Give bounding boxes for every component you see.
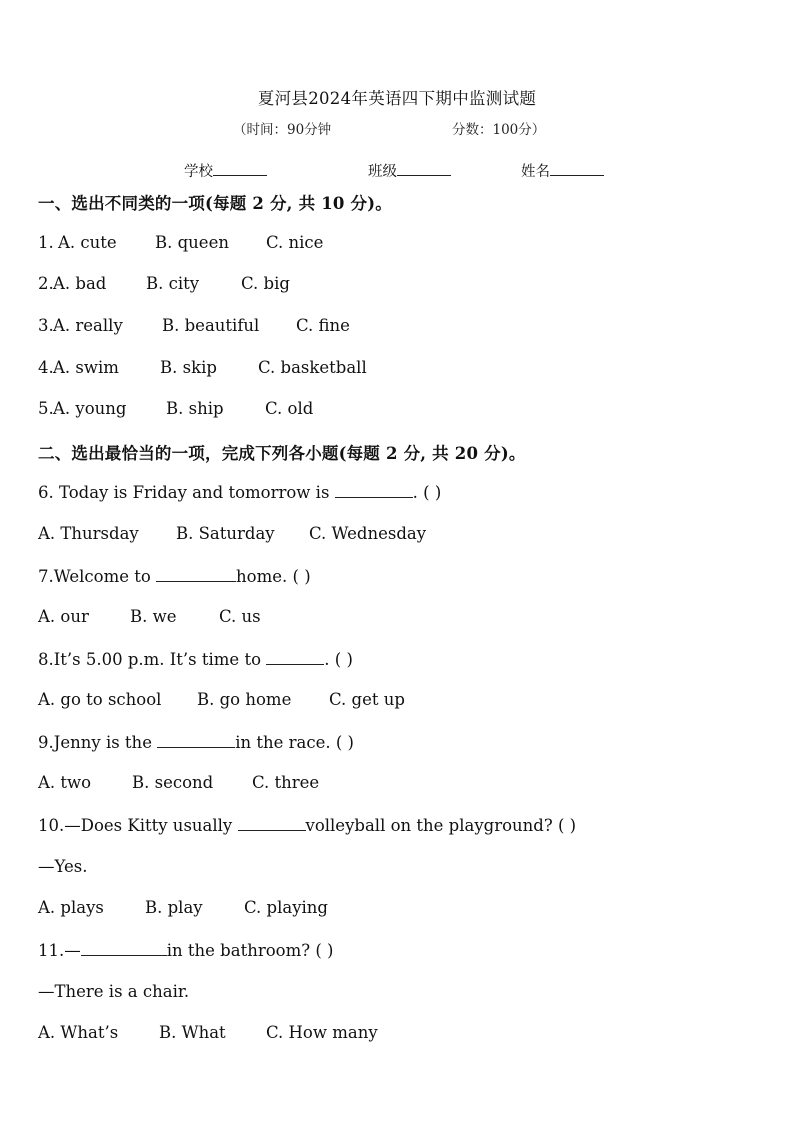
question-6-stem-start: 6. Today is Friday and tomorrow is [38, 483, 335, 502]
school-label: 学校 [184, 164, 213, 180]
question-10-blank[interactable] [238, 815, 306, 831]
question-10-option-c: C. playing [244, 898, 328, 917]
question-1-option-a: A. cute [58, 233, 117, 252]
question-9-stem [38, 732, 354, 752]
question-10-stem-end: volleyball on the playground? ( ) [305, 816, 577, 835]
question-6-option-b: B. Saturday [176, 524, 275, 543]
question-8-stem-start: 8.It’s 5.00 p.m. It’s time to [38, 650, 267, 669]
question-9-stem-start: 9.Jenny is the [38, 733, 158, 752]
question-5-option-c: C. old [265, 399, 314, 418]
name-blank[interactable] [550, 161, 604, 176]
question-5-number: 5. [38, 399, 54, 418]
question-11-stem-start: 11.— [38, 941, 81, 960]
question-2-option-c: C. big [241, 274, 290, 293]
question-7-option-a: A. our [38, 607, 89, 626]
question-11-option-c: C. How many [266, 1023, 378, 1042]
question-8-stem-end: . ( ) [324, 650, 353, 669]
question-9-option-a: A. two [38, 773, 92, 792]
question-7-blank[interactable] [156, 566, 236, 582]
question-5-option-a: A. young [53, 399, 127, 418]
class-label: 班级 [368, 164, 397, 180]
question-4-number: 4. [38, 358, 54, 377]
question-4-option-b: B. skip [160, 358, 217, 377]
question-10-stem [38, 815, 576, 835]
question-8-option-c: C. get up [329, 690, 405, 709]
exam-score: 分数：100分） [452, 122, 546, 138]
question-9-option-b: B. second [132, 773, 214, 792]
question-3-number: 3. [38, 316, 54, 335]
question-4-option-a: A. swim [53, 358, 119, 377]
question-10-option-a: A. plays [38, 898, 104, 917]
question-7-stem-end: home. ( ) [236, 567, 311, 586]
question-11-option-b: B. What [159, 1023, 226, 1042]
question-2-number: 2. [38, 274, 54, 293]
question-11-blank[interactable] [81, 940, 167, 956]
question-1-option-c: C. nice [266, 233, 324, 252]
question-3-option-a: A. really [53, 316, 123, 335]
question-3-option-c: C. fine [296, 316, 350, 335]
question-11-reply: —There is a chair. [38, 982, 190, 1001]
name-label: 姓名 [521, 164, 550, 180]
question-4-option-c: C. basketball [258, 358, 367, 377]
question-7-stem [38, 566, 311, 586]
question-7-option-c: C. us [219, 607, 261, 626]
question-9-stem-end: in the race. ( ) [235, 733, 354, 752]
page-title: 夏河县2024年英语四下期中监测试题 [257, 89, 537, 108]
question-6-option-c: C. Wednesday [309, 524, 427, 543]
question-2-option-a: A. bad [53, 274, 107, 293]
question-3-option-b: B. beautiful [162, 316, 260, 335]
question-7-stem-start: 7.Welcome to [38, 567, 157, 586]
section-2-title: 二、选出最恰当的一项，完成下列各小题(每题 2 分, 共 20 分)。 [38, 444, 526, 463]
question-1-option-b: B. queen [155, 233, 229, 252]
question-11-stem [38, 940, 333, 960]
question-6-stem [38, 482, 441, 502]
school-blank[interactable] [213, 161, 267, 176]
question-6-blank[interactable] [335, 482, 413, 498]
question-8-option-b: B. go home [197, 690, 292, 709]
question-8-option-a: A. go to school [38, 690, 162, 709]
question-11-stem-end: in the bathroom? ( ) [166, 941, 334, 960]
question-1-number: 1. [38, 233, 54, 252]
exam-time: （时间：90分钟 [233, 122, 332, 138]
question-8-stem [38, 649, 353, 669]
question-10-option-b: B. play [145, 898, 203, 917]
question-6-stem-end: . ( ) [412, 483, 442, 502]
school-field [184, 160, 267, 181]
question-9-blank[interactable] [157, 732, 235, 748]
class-field [368, 160, 451, 181]
question-10-reply: —Yes. [38, 857, 88, 876]
question-7-option-b: B. we [130, 607, 177, 626]
question-10-stem-start: 10.—Does Kitty usually [38, 816, 238, 835]
question-8-blank[interactable] [266, 649, 324, 665]
section-1-title: 一、选出不同类的一项(每题 2 分, 共 10 分)。 [38, 194, 392, 213]
question-2-option-b: B. city [146, 274, 200, 293]
question-6-option-a: A. Thursday [38, 524, 139, 543]
question-11-option-a: A. What’s [38, 1023, 119, 1042]
question-5-option-b: B. ship [166, 399, 224, 418]
name-field [521, 160, 604, 181]
class-blank[interactable] [397, 161, 451, 176]
question-9-option-c: C. three [252, 773, 320, 792]
